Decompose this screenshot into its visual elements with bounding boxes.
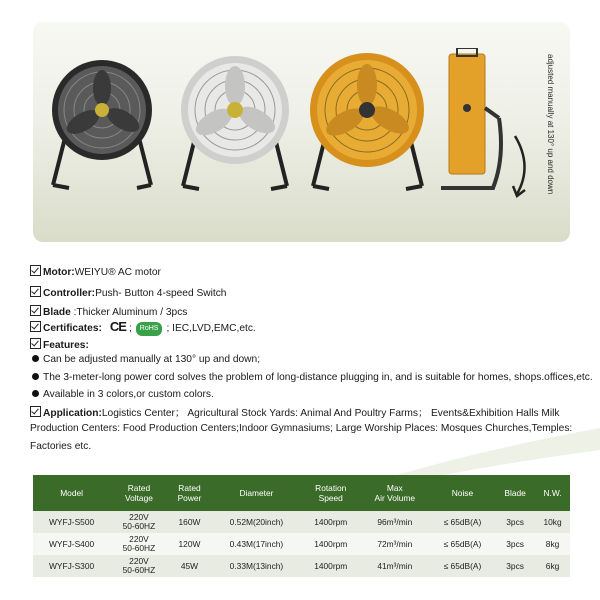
spec-table (33, 475, 570, 577)
application-line-2: Production Centers: Food Production Centers;Indoor Gymnasiums; Large Worship Places: Mosques Churches,Temples: (30, 423, 573, 434)
certificates-label: Certificates: (43, 323, 102, 334)
header-rotation-speed: Rotation Speed (302, 475, 360, 511)
checkbox-icon (30, 305, 41, 316)
cell-noise: ≤ 65dB(A) (430, 511, 495, 533)
blade-value: :Thicker Aluminum / 3pcs (70, 307, 188, 318)
cell-power: 160W (168, 511, 212, 533)
decorative-swoosh (0, 420, 600, 480)
cell-noise: ≤ 65dB(A) (430, 555, 495, 577)
checkbox-icon (30, 321, 41, 332)
feature-item (30, 372, 593, 384)
cell-model: WYFJ-S500 (33, 511, 110, 533)
cell-power: 45W (168, 555, 212, 577)
header-diameter: Diameter (211, 475, 301, 511)
cell-noise: ≤ 65dB(A) (430, 533, 495, 555)
spec-controller (30, 286, 226, 300)
header-rated-power: Rated Power (168, 475, 212, 511)
checkbox-icon (30, 265, 41, 276)
cell-diameter: 0.33M(13inch) (211, 555, 301, 577)
bullet-icon (32, 355, 39, 362)
checkbox-icon (30, 406, 41, 417)
checkbox-icon (30, 338, 41, 349)
table-header-row (33, 475, 570, 511)
adjust-angle-note-text: adjusted manually at 130° up and down (546, 54, 555, 195)
application-line-3: Factories etc. (30, 441, 92, 452)
cell-voltage: 220V 50-60HZ (110, 555, 167, 577)
cell-speed: 1400rpm (302, 533, 360, 555)
ce-mark-icon: CE (109, 319, 126, 334)
table-row (33, 533, 570, 555)
product-photo (33, 22, 570, 242)
cell-voltage: 220V 50-60HZ (110, 511, 167, 533)
motor-label: Motor: (43, 267, 75, 278)
spec-motor (30, 265, 161, 279)
feature-item (30, 354, 260, 366)
cell-diameter: 0.52M(20inch) (211, 511, 301, 533)
cell-blade: 3pcs (495, 533, 535, 555)
feature-item (30, 389, 214, 401)
certificates-rest: ; IEC,LVD,EMC,etc. (166, 323, 256, 334)
cell-speed: 1400rpm (302, 511, 360, 533)
cell-power: 120W (168, 533, 212, 555)
orange-fan-image (305, 46, 430, 200)
feature-text: The 3-meter-long power cord solves the problem of long-distance plugging in, and is suitable for homes, shops.offices,etc. (43, 372, 593, 383)
bullet-icon (32, 390, 39, 397)
cell-air-volume: 72m³/min (360, 533, 430, 555)
spec-features (30, 338, 89, 352)
cell-model: WYFJ-S400 (33, 533, 110, 555)
cell-diameter: 0.43M(17inch) (211, 533, 301, 555)
cell-nw: 6kg (535, 555, 570, 577)
cell-blade: 3pcs (495, 555, 535, 577)
cell-nw: 10kg (535, 511, 570, 533)
bullet-icon (32, 373, 39, 380)
adjust-angle-note (541, 54, 561, 194)
spec-certificates (30, 321, 256, 336)
header-max-air-volume: Max Air Volume (360, 475, 430, 511)
side-view-fan-image (433, 48, 513, 198)
feature-text: Available in 3 colors,or custom colors. (43, 389, 214, 400)
table-row (33, 511, 570, 533)
header-blade: Blade (495, 475, 535, 511)
features-label: Features: (43, 340, 89, 351)
cell-voltage: 220V 50-60HZ (110, 533, 167, 555)
cell-model: WYFJ-S300 (33, 555, 110, 577)
spec-blade (30, 305, 187, 319)
controller-label: Controller: (43, 288, 96, 299)
header-nw: N.W. (535, 475, 570, 511)
feature-text: Can be adjusted manually at 130° up and down; (43, 354, 261, 365)
black-fan-image (47, 50, 157, 200)
table-row (33, 555, 570, 577)
spec-application (30, 406, 560, 420)
application-label: Application: (43, 408, 102, 419)
cell-air-volume: 41m³/min (360, 555, 430, 577)
cell-speed: 1400rpm (302, 555, 360, 577)
silver-fan-image (175, 48, 295, 200)
blade-label: Blade (43, 307, 71, 318)
header-rated-voltage: Rated Voltage (110, 475, 167, 511)
rotation-arrow-icon (511, 132, 537, 202)
cell-blade: 3pcs (495, 511, 535, 533)
rohs-badge: RoHS (136, 322, 163, 336)
cell-nw: 8kg (535, 533, 570, 555)
cert-separator: ; (128, 323, 132, 334)
application-line-1: Logistics Center； Agricultural Stock Yards: Animal And Poultry Farms； Events&Exhibition Halls Milk (101, 408, 560, 419)
cell-air-volume: 96m³/min (360, 511, 430, 533)
header-noise: Noise (430, 475, 495, 511)
controller-value: Push- Button 4-speed Switch (95, 288, 227, 299)
checkbox-icon (30, 286, 41, 297)
header-model: Model (33, 475, 110, 511)
motor-value: WEIYU® AC motor (74, 267, 161, 278)
